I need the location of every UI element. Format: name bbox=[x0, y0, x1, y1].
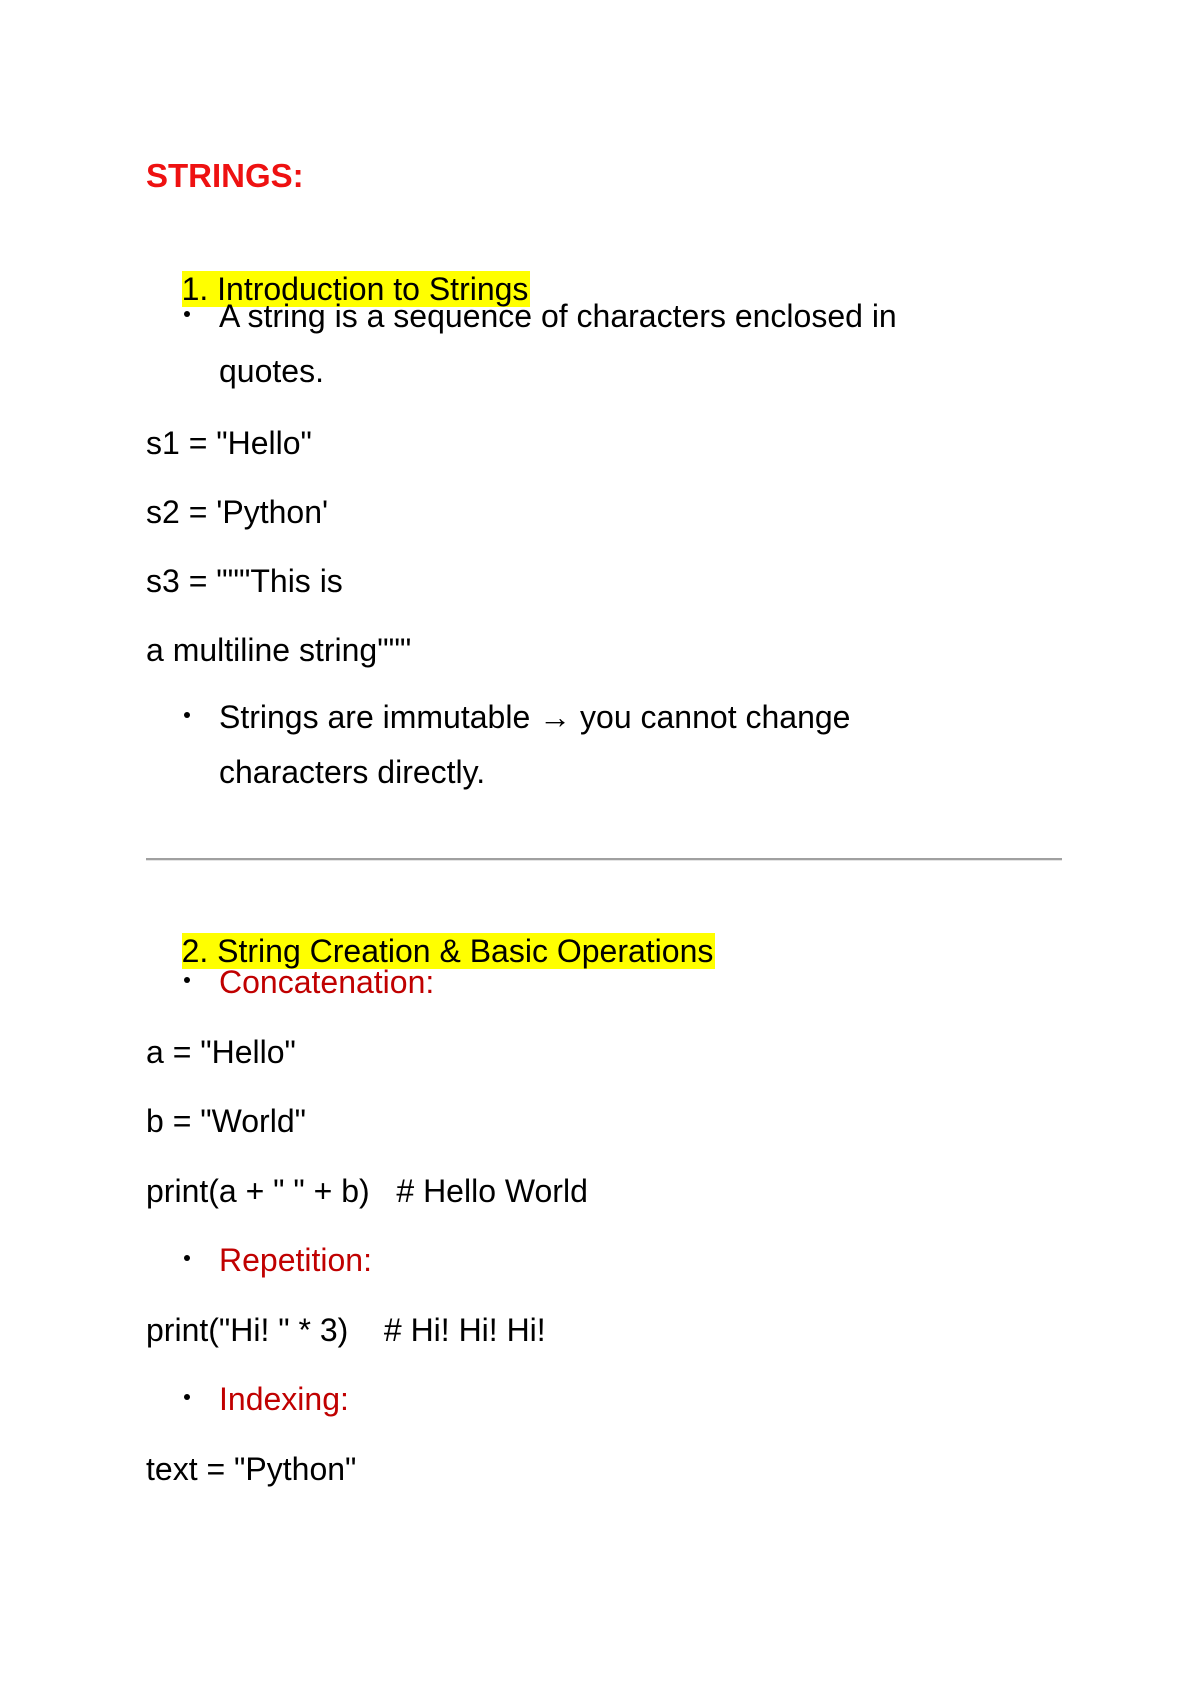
bullet-concatenation bbox=[146, 955, 1046, 1010]
bullet-line-2: characters directly. bbox=[219, 754, 486, 790]
code-line-s2: s2 = 'Python' bbox=[146, 494, 329, 530]
bullet-line-1: Strings are immutable → you cannot change bbox=[219, 699, 851, 735]
concatenation-label: Concatenation: bbox=[219, 964, 435, 1000]
bullet-line-2: quotes. bbox=[219, 353, 324, 389]
bullet-text bbox=[219, 289, 1059, 399]
bullet-indexing bbox=[146, 1372, 1046, 1427]
code-line-print-concat: print(a + " " + b) # Hello World bbox=[146, 1173, 588, 1209]
horizontal-divider bbox=[146, 858, 1062, 861]
section-1-heading-text: 1. Introduction to Strings bbox=[181, 271, 529, 307]
bullet-icon bbox=[184, 712, 190, 718]
bullet-text bbox=[219, 690, 1059, 800]
bullet-icon bbox=[184, 311, 190, 317]
section-2-heading-text: 2. String Creation & Basic Operations bbox=[181, 933, 714, 969]
bullet-icon bbox=[184, 977, 190, 983]
indexing-label: Indexing: bbox=[219, 1381, 349, 1417]
bullet-icon bbox=[184, 1255, 190, 1261]
code-line-s3: s3 = """This is bbox=[146, 563, 343, 599]
code-line-b: b = "World" bbox=[146, 1103, 306, 1139]
code-line-multiline: a multiline string""" bbox=[146, 632, 412, 668]
bullet-string-definition bbox=[146, 289, 1046, 399]
code-line-print-repetition: print("Hi! " * 3) # Hi! Hi! Hi! bbox=[146, 1312, 546, 1348]
bullet-immutable bbox=[146, 690, 1046, 800]
page-title: STRINGS: bbox=[146, 157, 304, 194]
code-line-text: text = "Python" bbox=[146, 1451, 357, 1487]
bullet-line-1: A string is a sequence of characters enclosed in bbox=[219, 298, 897, 334]
bullet-repetition bbox=[146, 1233, 1046, 1288]
code-line-a: a = "Hello" bbox=[146, 1034, 296, 1070]
code-line-s1: s1 = "Hello" bbox=[146, 425, 312, 461]
repetition-label: Repetition: bbox=[219, 1242, 372, 1278]
bullet-icon bbox=[184, 1394, 190, 1400]
